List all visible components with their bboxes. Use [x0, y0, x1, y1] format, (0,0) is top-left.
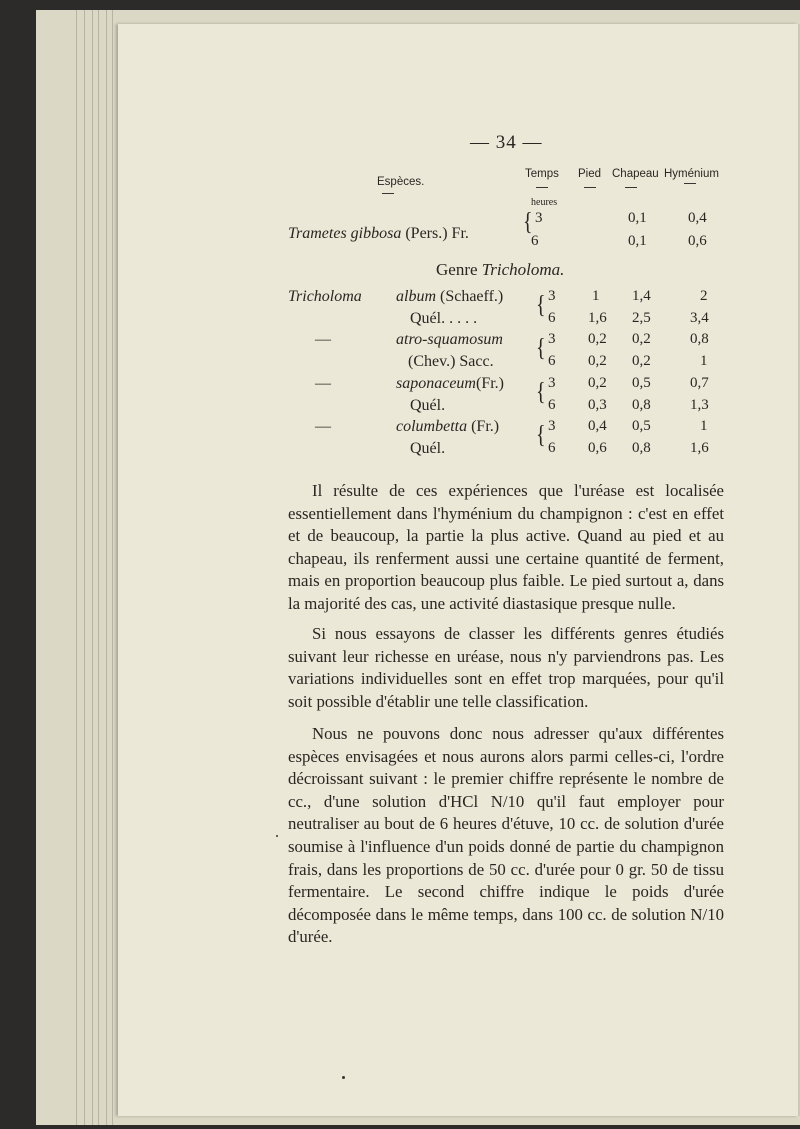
- temps-value: 3: [548, 375, 556, 391]
- genre-name: Tricholoma.: [481, 260, 565, 279]
- ditto-mark: —: [315, 375, 331, 392]
- species-line: [396, 418, 499, 436]
- chapeau-value: 1,4: [632, 288, 651, 304]
- chapeau-value: 2,5: [632, 310, 651, 326]
- hymenium-value: 2: [700, 288, 708, 304]
- page-number: — 34 —: [470, 132, 543, 153]
- brace: {: [536, 421, 546, 449]
- species-trametes: [288, 225, 469, 243]
- species-name: saponaceum: [396, 375, 476, 392]
- pied-value: 0,2: [588, 353, 607, 369]
- header-especes: Espèces.: [377, 176, 425, 188]
- paragraph-3: Nous ne pouvons donc nous adresser qu'aux différentes espèces envisagées et nous aurons alors parmi celles-ci, l'ordre décroissant suivant : le premier chiffre représente le nombre de cc., d'une solution d'HCl N/10 qu'il faut employer pour neutraliser au bout de 6 heures d'étuve, 10 cc. de solution d'urée soumise à l'influence d'un poids donné de partie du champignon frais, dans les proportions de 50 cc. d'urée pour 0 gr. 50 de tissu fermentaire. Le second chiffre indique le poids d'urée décomposée dans le même temps, dans 100 cc. de solution N/10 d'urée.: [288, 724, 724, 947]
- brace: {: [536, 334, 546, 362]
- units-label: heures: [531, 197, 558, 208]
- temps-value: 3: [548, 288, 556, 304]
- hymenium-value: 3,4: [690, 310, 709, 326]
- species-author: (Fr.): [475, 375, 504, 392]
- chapeau-value: 0,5: [632, 418, 651, 434]
- chapeau-value: 0,2: [632, 331, 651, 347]
- header-underline: [625, 187, 637, 188]
- chapeau-value: 0,5: [632, 375, 651, 391]
- species-tricholoma-album: [288, 288, 362, 306]
- species-author: (Pers.) Fr.: [405, 225, 469, 242]
- species-line: [396, 375, 504, 393]
- print-speck: [276, 835, 278, 837]
- species-author: (Schaeff.): [440, 288, 504, 305]
- pied-value: 0,3: [588, 397, 607, 413]
- species-author: (Chev.) Sacc.: [408, 353, 494, 370]
- chapeau-value: 0,8: [632, 397, 651, 413]
- chapeau-value: 0,8: [632, 440, 651, 456]
- brace: {: [536, 291, 546, 319]
- hymenium-value: 0,4: [688, 210, 707, 226]
- ditto-mark: —: [315, 331, 331, 348]
- header-underline: [584, 187, 596, 188]
- genre-heading: [436, 260, 564, 280]
- header-chapeau: Chapeau: [612, 168, 659, 180]
- chapeau-value: 0,2: [632, 353, 651, 369]
- brace: {: [536, 378, 546, 406]
- temps-value: 3: [535, 210, 543, 226]
- pied-value: 0,2: [588, 331, 607, 347]
- hymenium-value: 1,3: [690, 397, 709, 413]
- temps-value: 6: [548, 353, 556, 369]
- print-speck: [342, 1076, 345, 1079]
- species-name: album: [396, 288, 436, 305]
- ditto-mark: —: [315, 418, 331, 435]
- species-author-cont: Quél. . . . .: [410, 310, 478, 327]
- pied-value: 0,4: [588, 418, 607, 434]
- chapeau-value: 0,1: [628, 210, 647, 226]
- temps-value: 3: [548, 418, 556, 434]
- hymenium-value: 0,6: [688, 233, 707, 249]
- header-temps: Temps: [525, 168, 559, 180]
- species-author-cont: Quél.: [410, 397, 446, 414]
- pied-value: 1: [592, 288, 600, 304]
- pied-value: 1,6: [588, 310, 607, 326]
- paragraph-1: Il résulte de ces expériences que l'uréase est localisée essentiellement dans l'hyménium du champignon : c'est en effet et de beaucoup, la partie la plus active. Quand au pied et au chapeau, ils renferment aussi une certaine quantité de ferment, mais en proportion beaucoup plus faible. Le pied surtout a, dans la majorité des cas, une activité diastasique presque nulle.: [288, 481, 724, 613]
- header-pied: Pied: [578, 168, 602, 180]
- temps-value: 6: [531, 233, 539, 249]
- species-line: [396, 288, 503, 306]
- species-name: Trametes gibbosa: [288, 225, 402, 242]
- species-author: (Fr.): [471, 418, 500, 435]
- temps-value: 6: [548, 440, 556, 456]
- temps-value: 6: [548, 310, 556, 326]
- temps-value: 6: [548, 397, 556, 413]
- pied-value: 0,2: [588, 375, 607, 391]
- genus-name: Tricholoma: [288, 288, 362, 305]
- species-name-text: atro-squamosum: [396, 331, 503, 348]
- header-underline: [684, 183, 696, 184]
- species-author-cont: Quél.: [410, 440, 446, 457]
- temps-value: 3: [548, 331, 556, 347]
- hymenium-value: 0,8: [690, 331, 709, 347]
- brace: {: [523, 208, 533, 236]
- header-underline: [382, 193, 394, 194]
- hymenium-value: 1,6: [690, 440, 709, 456]
- hymenium-value: 1: [700, 418, 708, 434]
- genre-label: Genre: [436, 260, 478, 279]
- header-hymenium: Hyménium: [664, 168, 719, 180]
- species-name: [396, 331, 503, 349]
- paragraph-2: Si nous essayons de classer les différents genres étudiés suivant leur richesse en uréase, nous n'y parviendrons pas. Les variations individuelles sont en effet trop marquées, pour qu'il soit possible d'établir une telle classification.: [288, 624, 724, 711]
- chapeau-value: 0,1: [628, 233, 647, 249]
- hymenium-value: 0,7: [690, 375, 709, 391]
- pied-value: 0,6: [588, 440, 607, 456]
- species-name: columbetta: [396, 418, 468, 435]
- header-underline: [536, 187, 548, 188]
- hymenium-value: 1: [700, 353, 708, 369]
